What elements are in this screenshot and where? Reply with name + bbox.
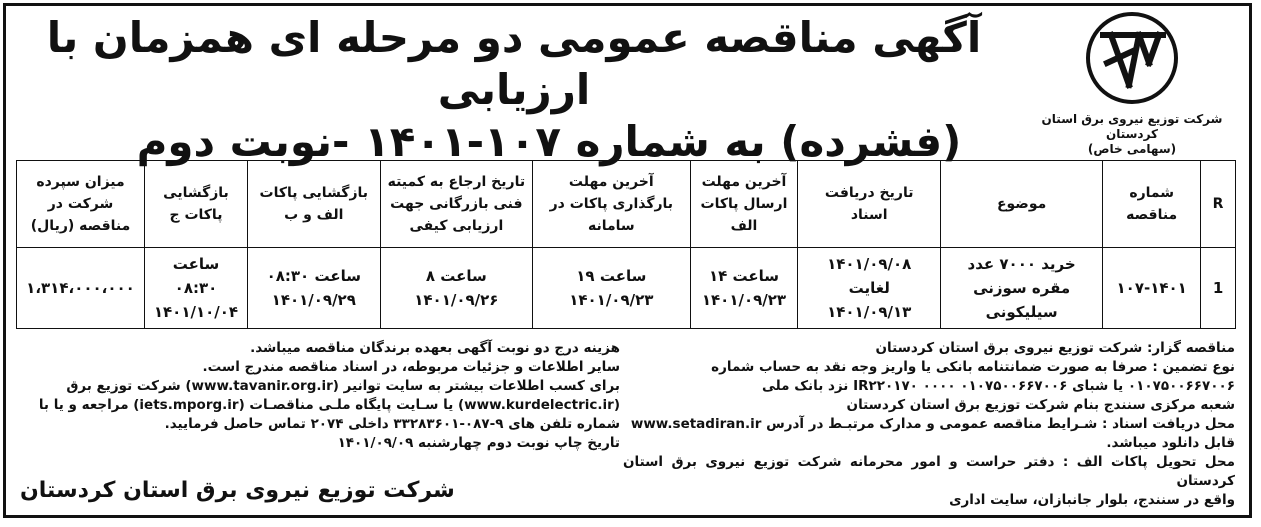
- info-line: واقع در سنندج، بلوار جانبازان، سایت اداری: [949, 492, 1235, 508]
- opening-ab-date: ۱۴۰۱/۰۹/۲۹: [271, 291, 356, 309]
- receive-date-to: لغایت ۱۴۰۱/۰۹/۱۳: [827, 279, 912, 321]
- table-header-row: [17, 161, 1236, 248]
- cell-r: 1: [1201, 248, 1236, 329]
- table-row: [17, 248, 1236, 329]
- header-subject: موضوع: [940, 161, 1102, 248]
- title-line-2: (فشرده) به شماره ۱۰۷-۱۴۰۱ -نوبت دوم: [136, 117, 962, 166]
- deadline-upload-time: ساعت ۱۹: [576, 267, 647, 285]
- committee-time: ساعت ۸: [425, 267, 487, 285]
- deadline-a-date: ۱۴۰۱/۰۹/۲۳: [701, 291, 787, 309]
- cell-opening-c: [145, 248, 248, 329]
- committee-date: ۱۴۰۱/۰۹/۲۶: [414, 291, 499, 309]
- info-line: (www.kurdelectric.ir) یا سـایت پایگاه ملـی مناقصـات (iets.mporg.ir) مراجعه و یا با: [38, 397, 620, 413]
- info-line: مناقصه گزار: شرکت توزیع نیروی برق استان کردستان: [875, 340, 1235, 356]
- cell-opening-ab: [247, 248, 380, 329]
- cell-receive-date: [798, 248, 941, 329]
- opening-c-time: ساعت ۰۸:۳۰: [172, 255, 220, 297]
- info-line: هزینه درج دو نوبت آگهی بعهده برندگان مناقصه میباشد.: [250, 340, 620, 356]
- company-name: شرکت توزیع نیروی برق استان کردستان: [1041, 112, 1223, 141]
- additional-info: [20, 339, 620, 453]
- header-receive-date: تاریخ دریافت اسناد: [798, 161, 941, 248]
- info-line: محل تحویل پاکات الف : دفتر حراست و امور محرمانه شرکت توزیع نیروی برق استان کردستان: [623, 454, 1235, 489]
- info-line: ۰۱۰۷۵۰۰۶۶۷۰۰۶ یا شبای IR۲۲۰۱۷۰ ۰۰۰۰ ۰۱۰۷۵۰۰۶۶۷۰۰۶ نزد بانک ملی: [762, 378, 1235, 394]
- info-line: نوع تضمین : صرفا به صورت ضمانتنامه بانکی یا واریز وجه نقد به حساب شماره: [711, 359, 1235, 375]
- info-line: تاریخ چاپ نوبت دوم چهارشنبه ۱۴۰۱/۰۹/۰۹: [337, 435, 620, 451]
- header-r: R: [1201, 161, 1236, 248]
- opening-c-date: ۱۴۰۱/۱۰/۰۴: [153, 303, 239, 321]
- footer-company-name: شرکت توزیع نیروی برق استان کردستان: [20, 478, 455, 503]
- title-line-1: آگهی مناقصه عمومی دو مرحله ای همزمان با ارزیابی: [46, 13, 982, 114]
- info-line: سایر اطلاعات و جزئیات مربوطه، در اسناد مناقصه مندرج است.: [202, 359, 620, 375]
- tender-notice: [3, 3, 1252, 518]
- header-deadline-a: آخرین مهلت ارسال پاکات الف: [690, 161, 798, 248]
- company-subtitle: (سهامی خاص): [1087, 142, 1177, 156]
- power-tower-logo-icon: [1093, 23, 1171, 93]
- header-opening-ab: بازگشایی پاکات الف و ب: [247, 161, 380, 248]
- info-line: شماره تلفن های ۹-۰۸۷-۳۳۲۸۳۶۰۱ داخلی ۲۰۷۴ تماس حاصل فرمایید.: [164, 416, 620, 432]
- cell-committee-date: [380, 248, 532, 329]
- header-deadline-upload: آخرین مهلت بارگذاری پاکات در سامانه: [533, 161, 690, 248]
- deadline-upload-date: ۱۴۰۱/۰۹/۲۳: [569, 291, 654, 309]
- cell-deadline-a: [690, 248, 798, 329]
- info-line: برای کسب اطلاعات بیشتر به سایت توانیر (www.tavanir.org.ir) شرکت توزیع برق: [66, 378, 620, 394]
- header-opening-c: بازگشایی پاکات ج: [145, 161, 248, 248]
- header-number: شماره مناقصه: [1103, 161, 1201, 248]
- tender-details: [623, 339, 1235, 510]
- header-deposit: میزان سپرده شرکت در مناقصه (ریال): [17, 161, 145, 248]
- info-line: شعبه مرکزی سنندج بنام شرکت توزیع برق استان کردستان: [846, 397, 1235, 413]
- cell-deposit: ۱،۳۱۴،۰۰۰،۰۰۰: [17, 248, 145, 329]
- tender-table: [16, 160, 1236, 329]
- cell-deadline-upload: [533, 248, 690, 329]
- info-line: قابل دانلود میباشد.: [1106, 435, 1235, 451]
- receive-date-from: ۱۴۰۱/۰۹/۰۸: [827, 255, 912, 273]
- cell-number: ۱۰۷-۱۴۰۱: [1103, 248, 1201, 329]
- header-committee-date: تاریخ ارجاع به کمیته فنی بازرگانی جهت ارزیابی کیفی: [380, 161, 532, 248]
- info-line: محل دریافت اسناد : شـرایط مناقصه عمومی و مدارک مرتبـط در آدرس www.setadiran.ir: [630, 416, 1235, 432]
- cell-subject: خرید ۷۰۰۰ عدد مقره سوزنی سیلیکونی: [940, 248, 1102, 329]
- company-logo: [1086, 12, 1178, 104]
- notice-title: [14, 12, 1014, 168]
- deadline-a-time: ساعت ۱۴: [708, 267, 779, 285]
- opening-ab-time: ساعت ۰۸:۳۰: [266, 267, 361, 285]
